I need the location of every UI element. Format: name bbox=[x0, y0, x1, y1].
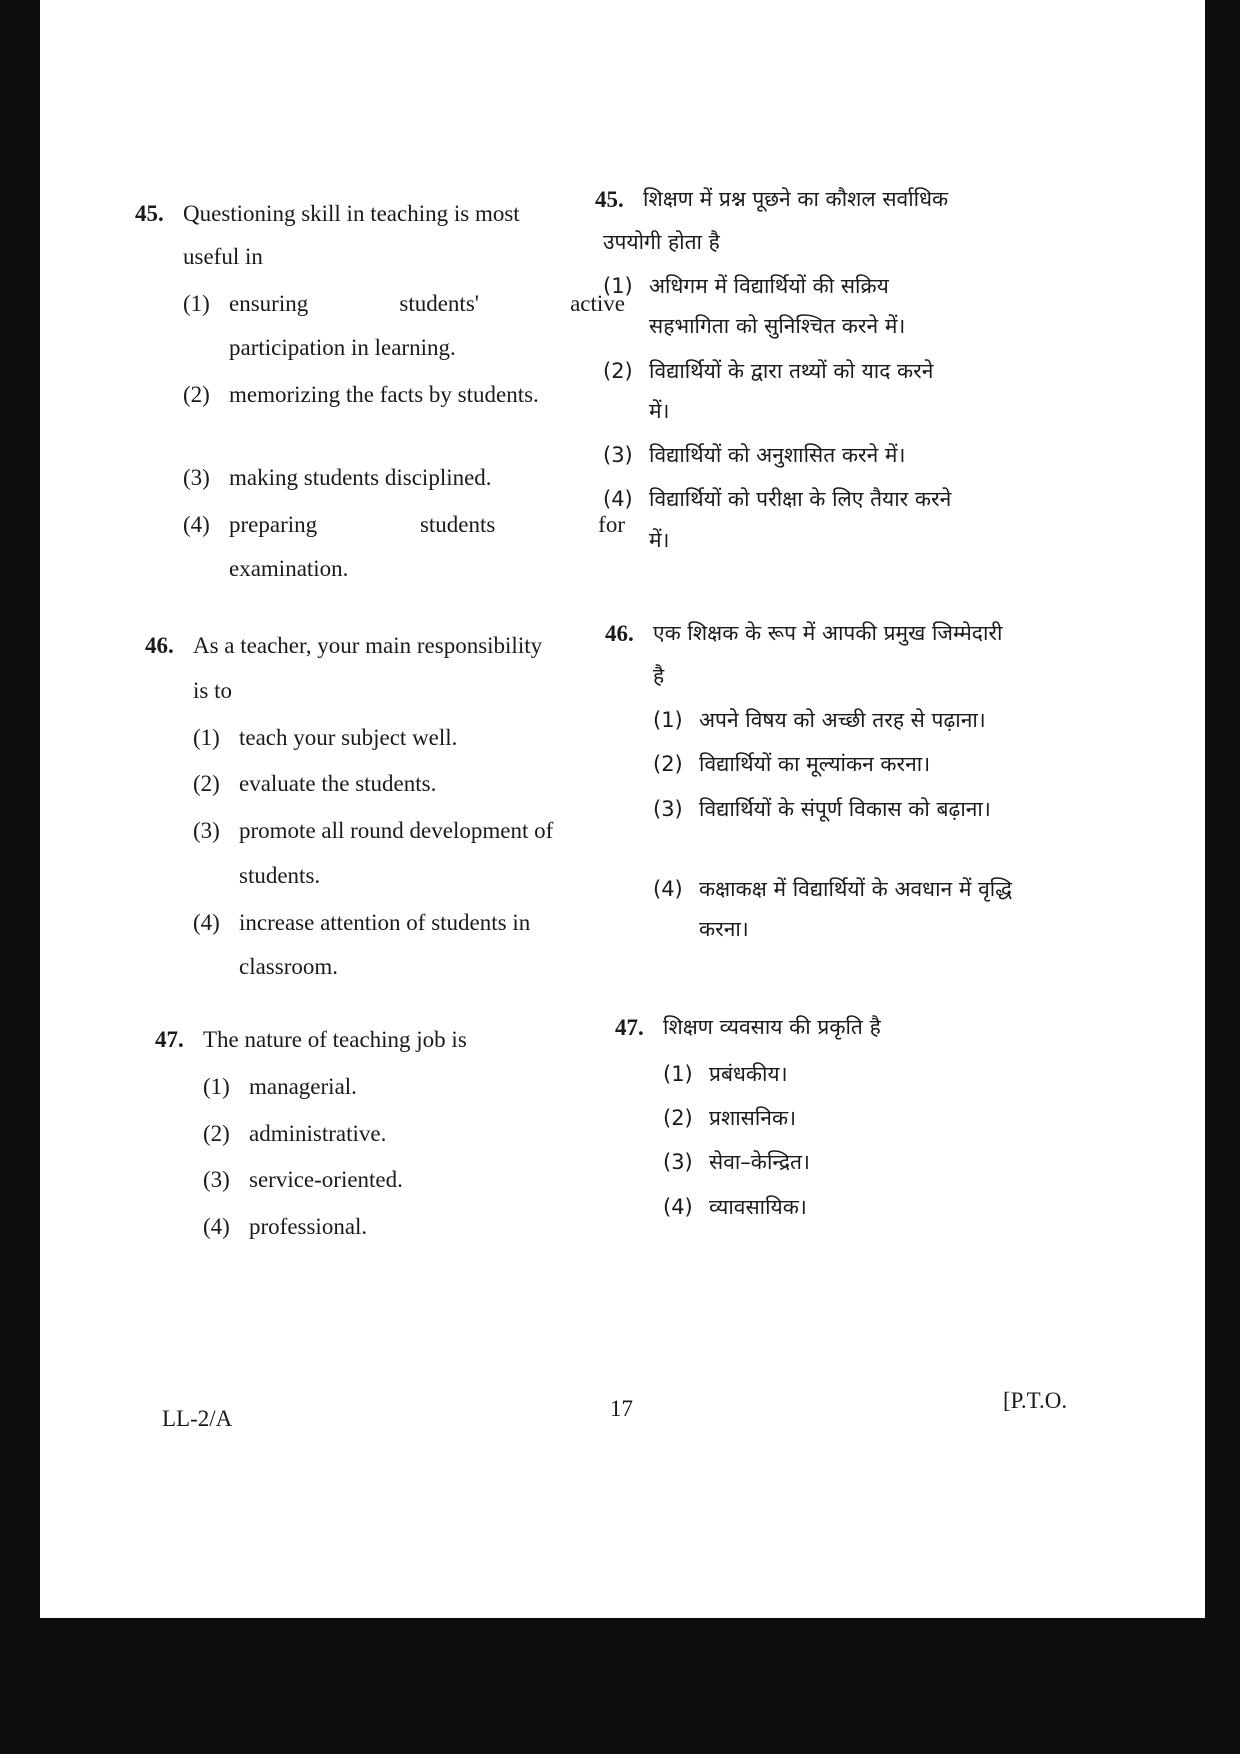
option-number: (3) bbox=[193, 818, 220, 843]
option-number: (3) bbox=[603, 443, 633, 467]
option-4 bbox=[653, 876, 1105, 943]
question-46-english bbox=[145, 632, 645, 982]
option-text-continued: में। bbox=[649, 398, 670, 423]
option-text: teach your subject well. bbox=[239, 724, 458, 750]
option-number: (1) bbox=[603, 274, 633, 298]
question-number: 47. bbox=[615, 1015, 644, 1040]
option-4 bbox=[183, 511, 625, 585]
option-text-continued: students. bbox=[239, 862, 321, 888]
option-number: (2) bbox=[603, 358, 633, 383]
option-text-continued: में। bbox=[649, 527, 670, 552]
question-number: 46. bbox=[145, 633, 174, 658]
question-number: 46. bbox=[605, 621, 634, 646]
option-2 bbox=[653, 751, 1105, 777]
question-45-english bbox=[135, 200, 625, 584]
option-text: अपने विषय को अच्छी तरह से पढ़ाना। bbox=[699, 708, 986, 732]
option-3 bbox=[603, 442, 1095, 468]
option-text: promote all round development of bbox=[239, 818, 554, 843]
option-text-continued: participation in learning. bbox=[229, 335, 456, 361]
option-1 bbox=[653, 707, 1105, 733]
question-stem: Questioning skill in teaching is most bbox=[183, 201, 520, 226]
page-number: 17 bbox=[610, 1396, 633, 1421]
question-stem: एक शिक्षक के रूप में आपकी प्रमुख जिम्मेदारी bbox=[653, 621, 1003, 645]
question-stem: शिक्षण व्यवसाय की प्रकृति है bbox=[663, 1015, 881, 1039]
option-number: (4) bbox=[193, 909, 220, 935]
pto-label: [P.T.O. bbox=[1003, 1388, 1068, 1413]
question-stem: The nature of teaching job is bbox=[203, 1027, 467, 1052]
option-text: प्रशासनिक। bbox=[709, 1106, 797, 1130]
option-number: (1) bbox=[203, 1073, 230, 1099]
option-text: विद्यार्थियों को अनुशासित करने में। bbox=[649, 443, 906, 467]
option-3 bbox=[653, 796, 1105, 822]
option-text: विद्यार्थियों का मूल्यांकन करना। bbox=[699, 752, 931, 777]
option-2 bbox=[183, 381, 625, 410]
option-1 bbox=[663, 1061, 1095, 1087]
question-stem: As a teacher, your main responsibility bbox=[193, 633, 543, 658]
option-text: administrative. bbox=[249, 1120, 387, 1146]
question-stem-continued: है bbox=[653, 663, 665, 688]
option-number: (4) bbox=[203, 1214, 230, 1239]
option-number: (1) bbox=[193, 724, 220, 750]
option-2 bbox=[603, 358, 1095, 425]
option-text: professional. bbox=[249, 1214, 368, 1239]
option-2 bbox=[193, 770, 645, 799]
option-number: (2) bbox=[653, 752, 683, 777]
option-number: (1) bbox=[183, 290, 210, 316]
option-text: making students disciplined. bbox=[229, 464, 492, 490]
option-text-continued: सहभागिता को सुनिश्चित करने में। bbox=[649, 314, 906, 339]
question-stem-continued: is to bbox=[193, 677, 232, 703]
option-2 bbox=[203, 1120, 635, 1149]
option-number: (4) bbox=[183, 511, 210, 537]
option-number: (3) bbox=[663, 1150, 693, 1175]
question-number: 45. bbox=[595, 187, 624, 212]
option-text: विद्यार्थियों को परीक्षा के लिए तैयार करने bbox=[649, 487, 952, 512]
option-1 bbox=[193, 724, 645, 753]
option-number: (1) bbox=[663, 1061, 693, 1086]
option-4 bbox=[193, 909, 645, 983]
option-text: विद्यार्थियों के संपूर्ण विकास को बढ़ाना। bbox=[699, 796, 991, 821]
option-1 bbox=[183, 290, 625, 364]
booklet-code: LL-2/A bbox=[162, 1406, 233, 1431]
option-1 bbox=[203, 1073, 635, 1102]
option-3 bbox=[183, 464, 625, 493]
option-text-continued: करना। bbox=[699, 917, 749, 941]
exam-page bbox=[40, 0, 1205, 1618]
question-stem: शिक्षण में प्रश्न पूछने का कौशल सर्वाधिक bbox=[643, 187, 949, 211]
option-number: (3) bbox=[203, 1167, 230, 1193]
option-text-continued: classroom. bbox=[239, 954, 339, 980]
option-text: increase attention of students in bbox=[239, 909, 531, 935]
option-number: (2) bbox=[663, 1106, 693, 1130]
option-number: (4) bbox=[663, 1194, 693, 1219]
option-4 bbox=[203, 1213, 635, 1242]
option-number: (3) bbox=[183, 464, 210, 490]
option-text: विद्यार्थियों के द्वारा तथ्यों को याद करने bbox=[649, 358, 934, 383]
option-number: (4) bbox=[603, 487, 633, 512]
option-4 bbox=[603, 486, 1095, 553]
option-3 bbox=[193, 817, 645, 891]
option-text: प्रबंधकीय। bbox=[709, 1061, 788, 1086]
option-text: व्यावसायिक। bbox=[709, 1194, 807, 1219]
option-3 bbox=[203, 1166, 635, 1195]
option-number: (4) bbox=[653, 876, 683, 901]
question-46-hindi bbox=[605, 620, 1105, 942]
question-47-hindi bbox=[615, 1014, 1095, 1220]
option-1 bbox=[603, 273, 1095, 340]
option-text: अधिगम में विद्यार्थियों की सक्रिय bbox=[649, 274, 889, 298]
option-number: (2) bbox=[193, 771, 220, 797]
option-number: (2) bbox=[183, 382, 210, 407]
question-number: 45. bbox=[135, 201, 164, 226]
option-text-continued: examination. bbox=[229, 556, 349, 582]
question-stem-continued: useful in bbox=[183, 243, 263, 269]
question-47-english bbox=[155, 1026, 635, 1242]
option-text: सेवा–केन्द्रित। bbox=[709, 1150, 810, 1175]
option-text: managerial. bbox=[249, 1073, 357, 1099]
option-2 bbox=[663, 1105, 1095, 1131]
question-45-hindi bbox=[595, 186, 1095, 553]
option-text: कक्षाकक्ष में विद्यार्थियों के अवधान में वृद्धि bbox=[699, 876, 1012, 901]
option-text: preparing students for bbox=[229, 511, 625, 537]
option-text: evaluate the students. bbox=[239, 771, 437, 797]
option-text: memorizing the facts by students. bbox=[229, 382, 539, 407]
option-text: service-oriented. bbox=[249, 1167, 403, 1193]
option-3 bbox=[663, 1149, 1095, 1175]
option-text: ensuring students' active bbox=[229, 290, 625, 316]
option-number: (2) bbox=[203, 1120, 230, 1146]
question-stem-continued: उपयोगी होता है bbox=[603, 229, 720, 254]
option-4 bbox=[663, 1194, 1095, 1220]
option-number: (3) bbox=[653, 796, 683, 821]
option-number: (1) bbox=[653, 708, 683, 732]
question-number: 47. bbox=[155, 1027, 184, 1052]
